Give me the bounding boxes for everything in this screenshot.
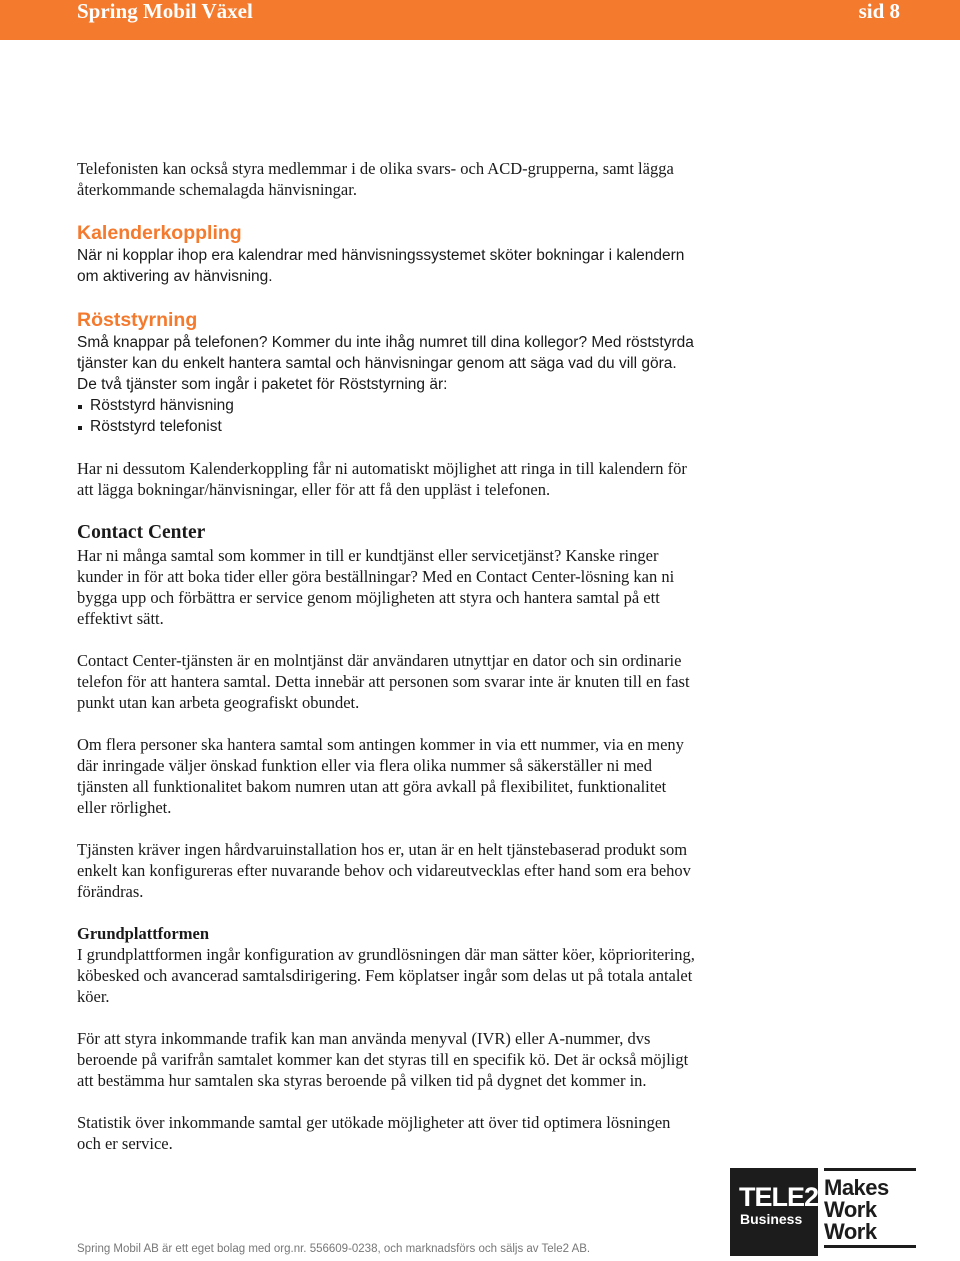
logo-work-text-1: Work [824, 1197, 877, 1222]
tele2-business-text: Business [740, 1211, 803, 1227]
contact-center-paragraph-2: Contact Center-tjänsten är en molntjänst där användaren utnyttjar en dator och sin ordinarie telefon för att hantera samtal. Detta innebär att personen som svarar inte är knuten till en fast punkt utan kan arbeta geografiskt obundet. [77, 651, 690, 712]
main-content [77, 158, 697, 1175]
grundplattformen-paragraph-2: För att styra inkommande trafik kan man använda menyval (IVR) eller A-nummer, dvs beroende på varifrån samtalet kommer kan det styras till en specifik kö. Det är också möjligt att bestämma hur samtalen ska styras beroende på vilken tid på dygnet det kommer in. [77, 1029, 689, 1090]
contact-center-paragraph-1: Har ni många samtal som kommer in till er kundtjänst eller servicetjänst? Kanske ringer kunder in för att boka tider eller göra beställningar? Med en Contact Center-lösning kan ni bygga upp och förbättra er service genom möjligheten att styra och hantera samtal på ett effektivt sätt. [77, 546, 675, 628]
logo-top-rule [824, 1168, 916, 1171]
list-item: Röststyrd hänvisning [77, 395, 697, 416]
page-number: sid 8 [858, 0, 900, 23]
roststyrning-extra-paragraph: Har ni dessutom Kalenderkoppling får ni automatiskt möjlighet att ringa in till kalendern för att lägga bokningar/hänvisningar, eller för att få den uppläst i telefonen. [77, 459, 687, 499]
grundplattformen-heading: Grundplattformen [77, 924, 209, 943]
intro-paragraph: Telefonisten kan också styra medlemmar i de olika svars- och ACD-grupperna, samt lägga återkommande schemalagda hänvisningar. [77, 159, 674, 199]
footer-legal-text: Spring Mobil AB är ett eget bolag med org.nr. 556609-0238, och marknadsförs och säljs av Tele2 AB. [77, 1243, 591, 1255]
tele2-business-logo [730, 1168, 818, 1256]
list-item: Röststyrd telefonist [77, 416, 697, 437]
contact-center-paragraph-3: Om flera personer ska hantera samtal som antingen kommer in via ett nummer, via en meny där inringade väljer önskad funktion eller via flera olika nummer så säkerställer ni med tjänsten all funktionalitet bakom numren utan att göra avkall på flexibilitet, funktionalitet eller rörlighet. [77, 735, 684, 817]
grundplattformen-paragraph-1: I grundplattformen ingår konfiguration av grundlösningen där man sätter köer, köprioritering, köbesked och avancerad samtalsdirigering. Fem köplatser ingår som delas ut på totala antalet köer. [77, 945, 695, 1006]
logo-bottom-rule [824, 1245, 916, 1248]
roststyrning-paragraph: Små knappar på telefonen? Kommer du inte ihåg numret till dina kollegor? Med röststyrda tjänster kan du enkelt hantera samtal och hänvisningar genom att säga vad du vill göra. De två tjänster som ingår i paketet för Röststyrning är: [77, 334, 694, 393]
logo-work-text-2: Work [824, 1219, 877, 1244]
kalenderkoppling-paragraph: När ni kopplar ihop era kalendrar med hänvisningssystemet sköter bokningar i kalendern om aktivering av hänvisning. [77, 247, 685, 285]
tele2-logo-text: TELE2 [739, 1182, 819, 1212]
grundplattformen-paragraph-3: Statistik över inkommande samtal ger utökade möjligheter att över tid optimera lösningen och er service. [77, 1113, 671, 1153]
makes-work-work-logo [824, 1168, 916, 1256]
page-header [0, 0, 960, 40]
contact-center-paragraph-4: Tjänsten kräver ingen hårdvaruinstallation hos er, utan är en helt tjänstebaserad produkt som enkelt kan konfigureras efter nuvarande behov och vidareutvecklas efter hand som era behov förändras. [77, 840, 691, 901]
roststyrning-heading: Röststyrning [77, 309, 198, 331]
logo-makes-text: Makes [824, 1175, 889, 1200]
roststyrning-list [77, 395, 697, 437]
kalenderkoppling-heading: Kalenderkoppling [77, 222, 242, 244]
contact-center-heading: Contact Center [77, 522, 206, 543]
document-title: Spring Mobil Växel [77, 0, 253, 23]
